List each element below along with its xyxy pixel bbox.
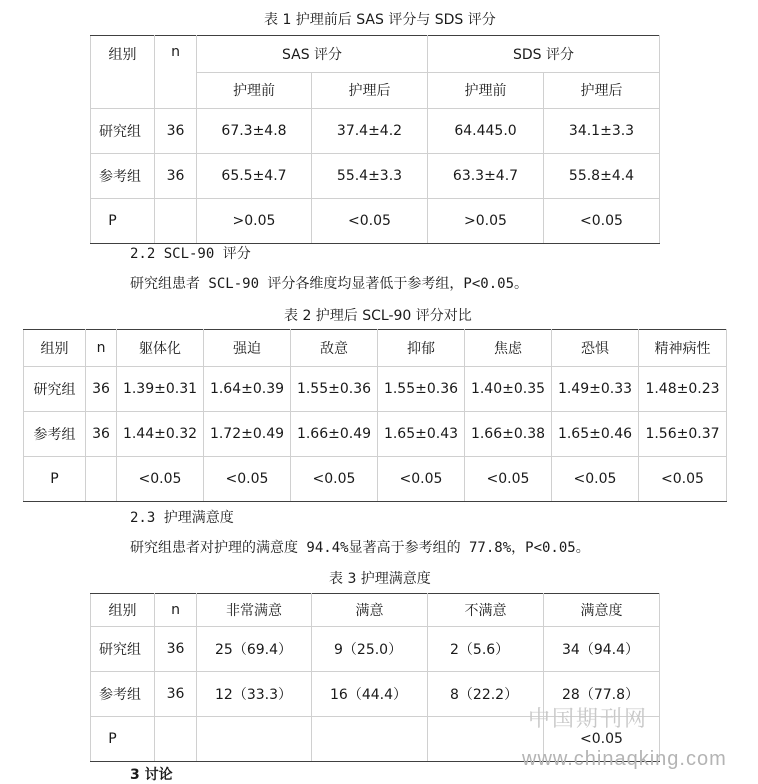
t2-header-group: 组别: [24, 330, 86, 367]
t2-cell: 1.56±0.37: [639, 412, 727, 457]
t2-cell: <0.05: [291, 457, 378, 502]
t2-cell: <0.05: [639, 457, 727, 502]
t1-sub-sds-before: 护理前: [428, 72, 544, 109]
t2-header-col: 精神病性: [639, 330, 727, 367]
section-text: 研究组患者对护理的满意度 94.4%显著高于参考组的 77.8%，P<0.05。: [130, 540, 590, 556]
t1-sub-sas-after: 护理后: [312, 72, 428, 109]
table1: [90, 35, 660, 244]
t1-cell: 63.3±4.7: [428, 154, 544, 199]
t3-row-group: P: [91, 717, 155, 762]
t1-cell: <0.05: [312, 199, 428, 244]
t3-cell: 16（44.4）: [312, 672, 428, 717]
watermark-url: www.chinaqking.com: [522, 748, 727, 770]
table-row: [24, 412, 727, 457]
t1-cell: 34.1±3.3: [544, 109, 660, 154]
t3-cell: 9（25.0）: [312, 627, 428, 672]
t3-cell: 12（33.3）: [197, 672, 312, 717]
t1-row-group: P: [91, 199, 155, 244]
t2-header-col: 强迫: [204, 330, 291, 367]
table1-caption: 表 1 护理前后 SAS 评分与 SDS 评分: [264, 12, 496, 28]
t1-header-sds: SDS 评分: [428, 36, 660, 73]
t1-cell: >0.05: [428, 199, 544, 244]
t3-cell: 2（5.6）: [428, 627, 544, 672]
t2-cell: 1.66±0.49: [291, 412, 378, 457]
table2: [23, 329, 727, 502]
t2-header-col: 抑郁: [378, 330, 465, 367]
t1-row-group: 研究组: [91, 109, 155, 154]
t2-header-col: 恐惧: [552, 330, 639, 367]
t1-cell: 55.8±4.4: [544, 154, 660, 199]
t1-cell: 65.5±4.7: [197, 154, 312, 199]
t1-cell: 64.445.0: [428, 109, 544, 154]
t3-header-col: 满意度: [544, 594, 660, 627]
t2-row-n: 36: [86, 412, 117, 457]
t3-cell: 25（69.4）: [197, 627, 312, 672]
t3-row-group: 参考组: [91, 672, 155, 717]
section-heading-partial: 3 讨论: [130, 767, 173, 783]
t2-cell: 1.65±0.46: [552, 412, 639, 457]
t1-cell: >0.05: [197, 199, 312, 244]
t2-cell: 1.40±0.35: [465, 367, 552, 412]
t1-header-sas: SAS 评分: [197, 36, 428, 73]
table3-caption: 表 3 护理满意度: [329, 571, 431, 587]
t3-cell: 8（22.2）: [428, 672, 544, 717]
t2-cell: 1.72±0.49: [204, 412, 291, 457]
t2-header-col: 焦虑: [465, 330, 552, 367]
t3-cell: 28（77.8）: [544, 672, 660, 717]
t2-row-group: P: [24, 457, 86, 502]
t3-cell: 34（94.4）: [544, 627, 660, 672]
t2-cell: <0.05: [117, 457, 204, 502]
t2-cell: <0.05: [552, 457, 639, 502]
t2-cell: 1.49±0.33: [552, 367, 639, 412]
t2-cell: 1.55±0.36: [378, 367, 465, 412]
table-row: [24, 457, 727, 502]
t2-header-col: 躯体化: [117, 330, 204, 367]
t2-cell: <0.05: [465, 457, 552, 502]
t1-row-n: [155, 199, 197, 244]
table3: [90, 593, 660, 762]
table-row: [91, 199, 660, 244]
t3-header-group: 组别: [91, 594, 155, 627]
table-row: [91, 109, 660, 154]
t2-cell: 1.66±0.38: [465, 412, 552, 457]
t1-row-group: 参考组: [91, 154, 155, 199]
t3-row-n: 36: [155, 672, 197, 717]
t3-cell: <0.05: [544, 717, 660, 762]
t1-row-n: 36: [155, 109, 197, 154]
t1-sub-sas-before: 护理前: [197, 72, 312, 109]
t2-cell: 1.39±0.31: [117, 367, 204, 412]
t3-header-col: 满意: [312, 594, 428, 627]
table2-caption: 表 2 护理后 SCL-90 评分对比: [284, 308, 472, 324]
t2-cell: <0.05: [204, 457, 291, 502]
t2-cell: 1.64±0.39: [204, 367, 291, 412]
t2-cell: 1.48±0.23: [639, 367, 727, 412]
t3-row-n: 36: [155, 627, 197, 672]
t1-cell: 37.4±4.2: [312, 109, 428, 154]
t1-cell: <0.05: [544, 199, 660, 244]
section-text: 研究组患者 SCL-90 评分各维度均显著低于参考组，P<0.05。: [130, 276, 529, 292]
table-row: [91, 627, 660, 672]
t1-header-n: n: [155, 36, 197, 109]
t1-sub-sds-after: 护理后: [544, 72, 660, 109]
section-heading: 2.3 护理满意度: [130, 510, 234, 526]
t3-row-n: [155, 717, 197, 762]
t3-header-n: n: [155, 594, 197, 627]
t1-row-n: 36: [155, 154, 197, 199]
t1-header-group: 组别: [91, 36, 155, 109]
t1-cell: 67.3±4.8: [197, 109, 312, 154]
watermark-logo-text: 中国期刊网: [528, 707, 649, 732]
t2-header-col: 敌意: [291, 330, 378, 367]
t3-header-col: 非常满意: [197, 594, 312, 627]
t3-cell: [312, 717, 428, 762]
t2-cell: 1.55±0.36: [291, 367, 378, 412]
t2-row-n: 36: [86, 367, 117, 412]
t2-cell: 1.65±0.43: [378, 412, 465, 457]
t1-cell: 55.4±3.3: [312, 154, 428, 199]
t2-cell: <0.05: [378, 457, 465, 502]
t2-header-n: n: [86, 330, 117, 367]
t2-cell: 1.44±0.32: [117, 412, 204, 457]
t2-row-group: 研究组: [24, 367, 86, 412]
section-heading: 2.2 SCL-90 评分: [130, 246, 251, 262]
table-row: [24, 367, 727, 412]
table-row: [91, 154, 660, 199]
t2-row-n: [86, 457, 117, 502]
t2-row-group: 参考组: [24, 412, 86, 457]
t3-cell: [197, 717, 312, 762]
t3-header-col: 不满意: [428, 594, 544, 627]
t3-row-group: 研究组: [91, 627, 155, 672]
